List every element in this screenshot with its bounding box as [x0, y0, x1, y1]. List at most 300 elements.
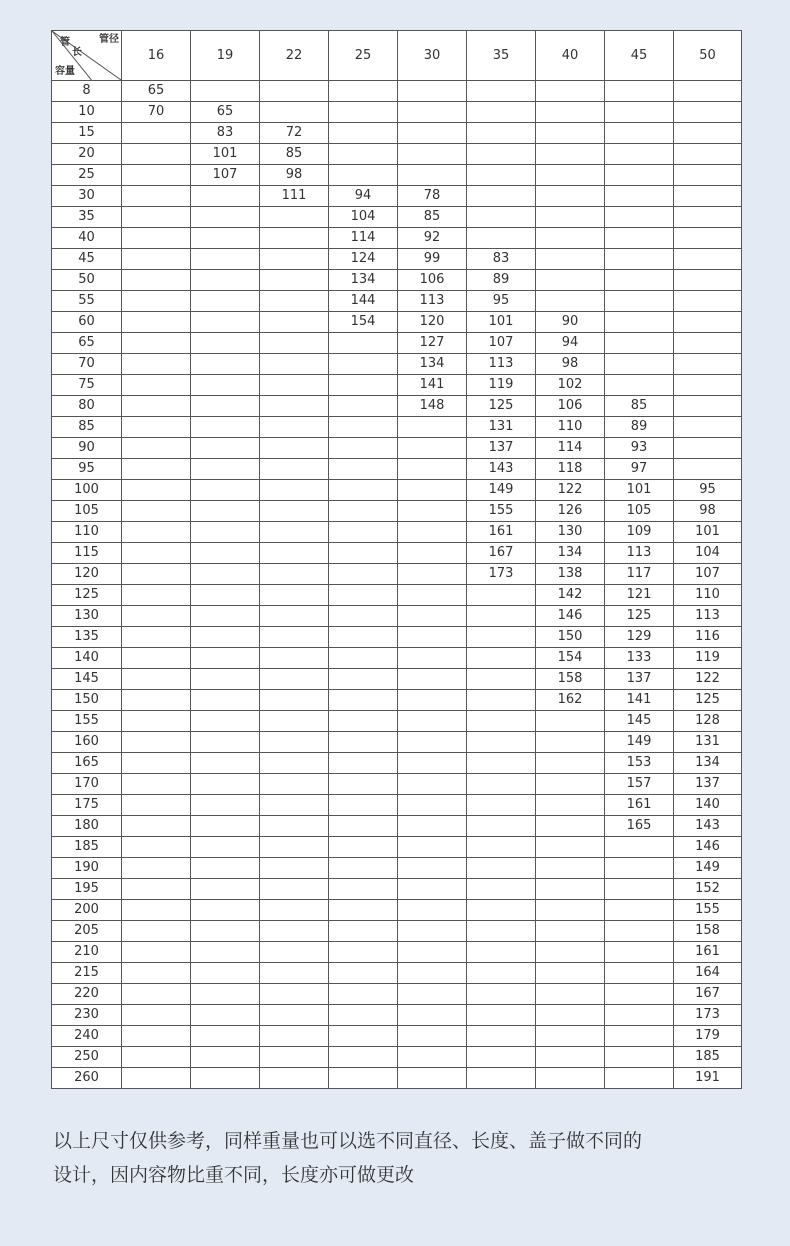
- length-cell: 118: [536, 459, 605, 480]
- length-cell: [329, 900, 398, 921]
- length-cell: [329, 501, 398, 522]
- length-cell: 179: [674, 1026, 742, 1047]
- length-cell: [191, 333, 260, 354]
- length-cell: 117: [605, 564, 674, 585]
- length-cell: 148: [398, 396, 467, 417]
- length-cell: [260, 963, 329, 984]
- length-cell: [605, 291, 674, 312]
- length-cell: [260, 333, 329, 354]
- table-row: [52, 312, 742, 333]
- length-cell: 65: [191, 102, 260, 123]
- length-cell: [398, 438, 467, 459]
- length-cell: [536, 1005, 605, 1026]
- length-cell: [674, 228, 742, 249]
- capacity-cell: 205: [52, 921, 122, 942]
- length-cell: 101: [674, 522, 742, 543]
- length-cell: [329, 648, 398, 669]
- table-row: [52, 501, 742, 522]
- diameter-header-cell: 16: [122, 31, 191, 81]
- length-cell: [191, 501, 260, 522]
- capacity-cell: 50: [52, 270, 122, 291]
- length-cell: 122: [536, 480, 605, 501]
- length-cell: [191, 480, 260, 501]
- length-cell: [122, 144, 191, 165]
- length-cell: [398, 102, 467, 123]
- table-row: [52, 690, 742, 711]
- length-cell: 128: [674, 711, 742, 732]
- length-cell: [398, 564, 467, 585]
- corner-label-diameter: 管径: [99, 34, 119, 45]
- capacity-cell: 110: [52, 522, 122, 543]
- length-cell: 140: [674, 795, 742, 816]
- table-row: [52, 627, 742, 648]
- length-cell: [191, 522, 260, 543]
- table-row: [52, 900, 742, 921]
- capacity-cell: 210: [52, 942, 122, 963]
- length-cell: [260, 711, 329, 732]
- length-cell: 101: [467, 312, 536, 333]
- length-cell: [329, 753, 398, 774]
- length-cell: [536, 711, 605, 732]
- length-cell: [191, 900, 260, 921]
- length-cell: [122, 816, 191, 837]
- length-cell: [122, 564, 191, 585]
- length-cell: [260, 396, 329, 417]
- length-cell: [191, 984, 260, 1005]
- table-row: [52, 417, 742, 438]
- capacity-cell: 85: [52, 417, 122, 438]
- length-cell: [467, 1026, 536, 1047]
- length-cell: 107: [191, 165, 260, 186]
- footnote: [53, 1124, 753, 1192]
- length-cell: 149: [467, 480, 536, 501]
- length-cell: [329, 81, 398, 102]
- length-cell: 83: [467, 249, 536, 270]
- length-cell: [191, 438, 260, 459]
- length-cell: [605, 165, 674, 186]
- length-cell: [398, 921, 467, 942]
- length-cell: 154: [536, 648, 605, 669]
- length-cell: [260, 816, 329, 837]
- length-cell: 113: [605, 543, 674, 564]
- length-cell: [605, 1068, 674, 1089]
- length-cell: [398, 858, 467, 879]
- length-cell: [398, 417, 467, 438]
- length-cell: 164: [674, 963, 742, 984]
- table-row: [52, 291, 742, 312]
- length-cell: [329, 606, 398, 627]
- length-cell: 131: [674, 732, 742, 753]
- length-cell: 113: [398, 291, 467, 312]
- length-cell: [674, 354, 742, 375]
- capacity-cell: 60: [52, 312, 122, 333]
- length-cell: [191, 396, 260, 417]
- length-cell: [674, 396, 742, 417]
- length-cell: [674, 312, 742, 333]
- length-cell: [536, 228, 605, 249]
- length-cell: [191, 1005, 260, 1026]
- table-row: [52, 102, 742, 123]
- length-cell: [329, 732, 398, 753]
- length-cell: 125: [674, 690, 742, 711]
- length-cell: 155: [467, 501, 536, 522]
- capacity-cell: 95: [52, 459, 122, 480]
- length-cell: [536, 732, 605, 753]
- length-cell: [122, 795, 191, 816]
- length-cell: 141: [605, 690, 674, 711]
- capacity-cell: 150: [52, 690, 122, 711]
- length-cell: [674, 417, 742, 438]
- length-cell: [398, 732, 467, 753]
- length-cell: [122, 1068, 191, 1089]
- corner-label-capacity: 容量: [55, 66, 75, 77]
- length-cell: [191, 648, 260, 669]
- length-cell: 113: [467, 354, 536, 375]
- length-cell: [467, 228, 536, 249]
- capacity-cell: 145: [52, 669, 122, 690]
- table-row: [52, 186, 742, 207]
- length-cell: 167: [467, 543, 536, 564]
- length-cell: [467, 669, 536, 690]
- length-cell: [605, 858, 674, 879]
- length-cell: [398, 1026, 467, 1047]
- length-cell: [605, 228, 674, 249]
- length-cell: [536, 942, 605, 963]
- capacity-cell: 40: [52, 228, 122, 249]
- length-cell: [191, 459, 260, 480]
- diameter-header-cell: 30: [398, 31, 467, 81]
- length-cell: [191, 291, 260, 312]
- table-row: [52, 564, 742, 585]
- length-cell: [122, 963, 191, 984]
- length-cell: [467, 900, 536, 921]
- length-cell: [398, 585, 467, 606]
- table-row: [52, 984, 742, 1005]
- length-cell: 99: [398, 249, 467, 270]
- length-cell: [122, 900, 191, 921]
- length-cell: [260, 81, 329, 102]
- length-cell: [122, 480, 191, 501]
- length-cell: 114: [536, 438, 605, 459]
- length-cell: [122, 711, 191, 732]
- length-cell: [398, 795, 467, 816]
- length-cell: [329, 333, 398, 354]
- length-cell: 113: [674, 606, 742, 627]
- length-cell: [122, 417, 191, 438]
- length-cell: [191, 606, 260, 627]
- length-cell: [329, 1026, 398, 1047]
- length-cell: [260, 774, 329, 795]
- length-cell: [122, 123, 191, 144]
- length-cell: [536, 81, 605, 102]
- length-cell: [605, 81, 674, 102]
- length-cell: 93: [605, 438, 674, 459]
- length-cell: [674, 102, 742, 123]
- length-cell: [536, 186, 605, 207]
- length-cell: [467, 207, 536, 228]
- length-cell: 97: [605, 459, 674, 480]
- length-cell: [329, 627, 398, 648]
- length-cell: [260, 585, 329, 606]
- length-cell: [605, 942, 674, 963]
- length-cell: 155: [674, 900, 742, 921]
- length-cell: [122, 354, 191, 375]
- length-cell: [260, 417, 329, 438]
- length-cell: 137: [605, 669, 674, 690]
- capacity-cell: 25: [52, 165, 122, 186]
- table-row: [52, 207, 742, 228]
- length-cell: [260, 459, 329, 480]
- length-cell: [536, 270, 605, 291]
- table-row: [52, 837, 742, 858]
- length-cell: 92: [398, 228, 467, 249]
- length-cell: [122, 291, 191, 312]
- length-cell: [467, 627, 536, 648]
- length-cell: 98: [260, 165, 329, 186]
- capacity-cell: 230: [52, 1005, 122, 1026]
- capacity-cell: 215: [52, 963, 122, 984]
- table-row: [52, 165, 742, 186]
- length-cell: [398, 501, 467, 522]
- table-row: [52, 459, 742, 480]
- length-cell: [398, 837, 467, 858]
- length-cell: [329, 375, 398, 396]
- footnote-line-1: 以上尺寸仅供参考，同样重量也可以选不同直径、长度、盖子做不同的: [53, 1130, 643, 1152]
- length-cell: [398, 144, 467, 165]
- length-cell: [122, 1005, 191, 1026]
- length-cell: [122, 438, 191, 459]
- length-cell: [605, 144, 674, 165]
- table-row: [52, 1068, 742, 1089]
- capacity-cell: 135: [52, 627, 122, 648]
- length-cell: [260, 270, 329, 291]
- length-cell: [122, 207, 191, 228]
- length-cell: [191, 186, 260, 207]
- length-cell: [260, 795, 329, 816]
- length-cell: [398, 165, 467, 186]
- length-cell: 125: [605, 606, 674, 627]
- length-cell: [122, 585, 191, 606]
- length-cell: 145: [605, 711, 674, 732]
- capacity-cell: 20: [52, 144, 122, 165]
- length-cell: 111: [260, 186, 329, 207]
- length-cell: [260, 291, 329, 312]
- length-cell: 89: [605, 417, 674, 438]
- diameter-header-cell: 45: [605, 31, 674, 81]
- length-cell: [398, 669, 467, 690]
- table-row: [52, 774, 742, 795]
- length-cell: [467, 1068, 536, 1089]
- length-cell: [674, 459, 742, 480]
- length-cell: [536, 879, 605, 900]
- length-cell: 106: [536, 396, 605, 417]
- length-cell: 173: [467, 564, 536, 585]
- table-row: [52, 354, 742, 375]
- length-cell: [329, 942, 398, 963]
- length-cell: 70: [122, 102, 191, 123]
- length-cell: [605, 354, 674, 375]
- length-cell: [605, 249, 674, 270]
- diameter-header-cell: 40: [536, 31, 605, 81]
- length-cell: [122, 312, 191, 333]
- length-cell: [605, 375, 674, 396]
- length-cell: 185: [674, 1047, 742, 1068]
- table-row: [52, 543, 742, 564]
- length-cell: [674, 207, 742, 228]
- length-cell: [260, 228, 329, 249]
- length-cell: [329, 711, 398, 732]
- table-row: [52, 711, 742, 732]
- capacity-cell: 65: [52, 333, 122, 354]
- table-row: [52, 648, 742, 669]
- length-cell: 85: [605, 396, 674, 417]
- length-cell: [674, 333, 742, 354]
- length-cell: 98: [536, 354, 605, 375]
- length-cell: [191, 690, 260, 711]
- length-cell: [467, 186, 536, 207]
- table-row: [52, 438, 742, 459]
- table-row: [52, 795, 742, 816]
- length-cell: 162: [536, 690, 605, 711]
- length-cell: [398, 900, 467, 921]
- length-cell: 143: [674, 816, 742, 837]
- length-cell: [329, 543, 398, 564]
- footnote-line-2: 设计，因内容物比重不同，长度亦可做更改: [53, 1164, 415, 1186]
- length-cell: [260, 501, 329, 522]
- capacity-cell: 90: [52, 438, 122, 459]
- length-cell: [260, 249, 329, 270]
- length-cell: [122, 1026, 191, 1047]
- length-cell: 152: [674, 879, 742, 900]
- table-row: [52, 732, 742, 753]
- table-row: [52, 480, 742, 501]
- length-cell: 191: [674, 1068, 742, 1089]
- capacity-cell: 250: [52, 1047, 122, 1068]
- length-cell: [329, 585, 398, 606]
- length-cell: [260, 690, 329, 711]
- length-cell: [260, 543, 329, 564]
- length-cell: [122, 333, 191, 354]
- length-cell: [260, 1047, 329, 1068]
- length-cell: [122, 984, 191, 1005]
- length-cell: 137: [674, 774, 742, 795]
- length-cell: [674, 438, 742, 459]
- length-cell: 154: [329, 312, 398, 333]
- diameter-header-cell: 50: [674, 31, 742, 81]
- length-cell: [605, 963, 674, 984]
- length-cell: [674, 81, 742, 102]
- length-cell: [467, 732, 536, 753]
- length-cell: [467, 165, 536, 186]
- length-cell: [536, 837, 605, 858]
- length-cell: [191, 270, 260, 291]
- capacity-cell: 185: [52, 837, 122, 858]
- length-cell: 137: [467, 438, 536, 459]
- length-cell: [467, 102, 536, 123]
- length-cell: [605, 900, 674, 921]
- length-cell: [467, 81, 536, 102]
- length-cell: [260, 669, 329, 690]
- length-cell: 158: [674, 921, 742, 942]
- length-cell: [674, 186, 742, 207]
- length-cell: 146: [674, 837, 742, 858]
- length-cell: [536, 984, 605, 1005]
- length-cell: 149: [674, 858, 742, 879]
- length-cell: [122, 648, 191, 669]
- length-cell: 153: [605, 753, 674, 774]
- length-cell: [605, 984, 674, 1005]
- length-cell: [191, 879, 260, 900]
- length-cell: 89: [467, 270, 536, 291]
- length-cell: [398, 1068, 467, 1089]
- length-cell: [260, 732, 329, 753]
- length-cell: [467, 606, 536, 627]
- length-cell: [536, 795, 605, 816]
- capacity-cell: 105: [52, 501, 122, 522]
- table-row: [52, 585, 742, 606]
- length-cell: [605, 879, 674, 900]
- length-cell: [191, 354, 260, 375]
- length-cell: 146: [536, 606, 605, 627]
- capacity-cell: 70: [52, 354, 122, 375]
- length-cell: [122, 522, 191, 543]
- length-cell: [122, 396, 191, 417]
- length-cell: [398, 1047, 467, 1068]
- length-cell: [260, 564, 329, 585]
- length-cell: [191, 669, 260, 690]
- length-cell: [329, 354, 398, 375]
- length-cell: [191, 228, 260, 249]
- length-cell: [260, 837, 329, 858]
- length-cell: [398, 81, 467, 102]
- length-cell: [329, 669, 398, 690]
- diameter-header-cell: 35: [467, 31, 536, 81]
- length-cell: 143: [467, 459, 536, 480]
- length-cell: 144: [329, 291, 398, 312]
- length-cell: [191, 249, 260, 270]
- length-cell: [191, 837, 260, 858]
- length-cell: [122, 459, 191, 480]
- length-cell: [191, 1026, 260, 1047]
- length-cell: [467, 648, 536, 669]
- length-cell: [467, 123, 536, 144]
- diameter-header-cell: 19: [191, 31, 260, 81]
- length-cell: 120: [398, 312, 467, 333]
- capacity-cell: 15: [52, 123, 122, 144]
- capacity-cell: 200: [52, 900, 122, 921]
- length-cell: [260, 753, 329, 774]
- length-cell: [260, 207, 329, 228]
- length-cell: [260, 984, 329, 1005]
- capacity-cell: 170: [52, 774, 122, 795]
- length-cell: 134: [398, 354, 467, 375]
- length-cell: [398, 1005, 467, 1026]
- length-cell: [536, 123, 605, 144]
- length-cell: [536, 207, 605, 228]
- capacity-cell: 10: [52, 102, 122, 123]
- length-cell: [122, 501, 191, 522]
- capacity-cell: 100: [52, 480, 122, 501]
- length-cell: [329, 879, 398, 900]
- length-cell: 83: [191, 123, 260, 144]
- length-cell: [536, 963, 605, 984]
- length-cell: [329, 564, 398, 585]
- table-row: [52, 375, 742, 396]
- length-cell: [467, 879, 536, 900]
- table-row: [52, 942, 742, 963]
- length-cell: [536, 1026, 605, 1047]
- length-cell: [260, 375, 329, 396]
